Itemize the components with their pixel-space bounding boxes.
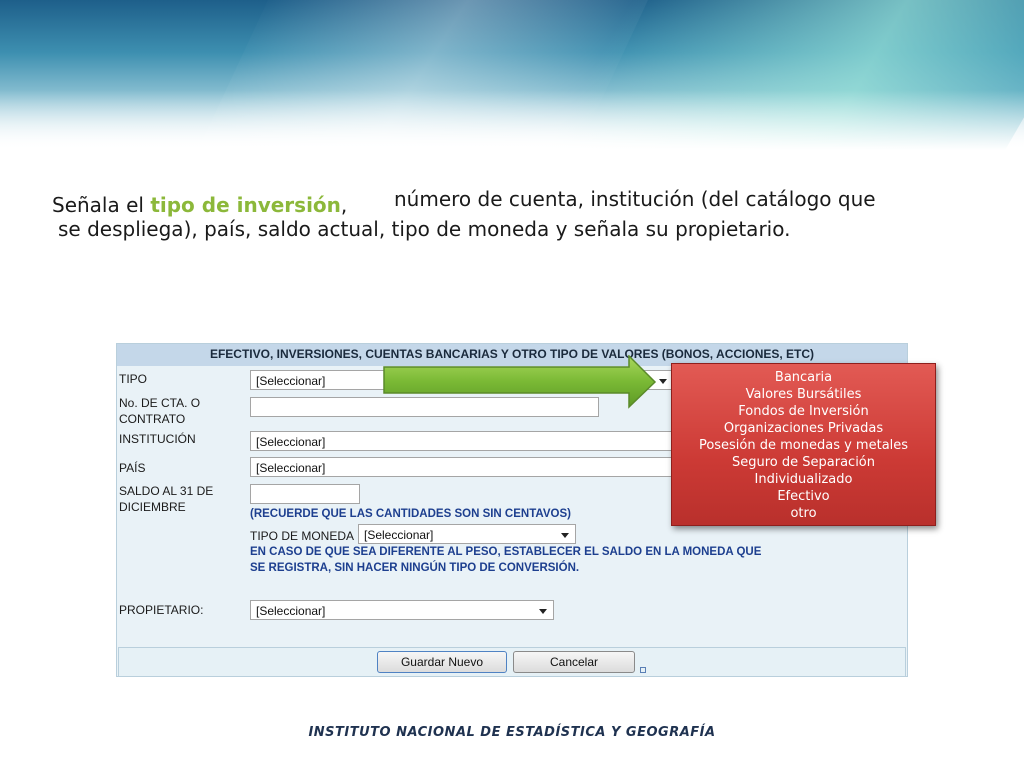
saldo-label-line-2: DICIEMBRE [119, 500, 186, 514]
catalog-item: Bancaria [774, 370, 833, 385]
institucion-select-value: [Seleccionar] [256, 435, 326, 449]
pais-select-value: [Seleccionar] [256, 461, 326, 475]
catalog-item: Seguro de Separación [732, 455, 875, 470]
header-banner [0, 0, 1024, 150]
moneda-select[interactable] [358, 524, 576, 544]
propietario-select[interactable] [250, 600, 554, 620]
pais-select[interactable] [250, 457, 674, 477]
saldo-note: (RECUERDE QUE LAS CANTIDADES SON SIN CENTAVOS) [250, 508, 571, 520]
tipo-select-value: [Seleccionar] [256, 374, 326, 388]
resize-handle-icon [640, 667, 646, 673]
dropdown-arrow-icon [561, 533, 569, 538]
catalog-item: Valores Bursátiles [745, 387, 862, 402]
instruction-comma: , [340, 193, 348, 217]
right-arrow-icon [383, 355, 657, 409]
institution-logo-text: INSTITUTO NACIONAL DE ESTADÍSTICA Y GEOGRAFÍA [308, 725, 716, 740]
instruction-line-1-rest: número de cuenta, institución (del catálogo que [394, 187, 876, 211]
catalog-popup [671, 363, 936, 526]
cuenta-label [119, 395, 200, 427]
moneda-note-line-2: SE REGISTRA, SIN HACER NINGÚN TIPO DE CONVERSIÓN. [250, 562, 580, 574]
institucion-label: INSTITUCIÓN [119, 432, 196, 446]
catalog-item: Posesión de monedas y metales [698, 438, 909, 453]
instruction-line-1 [52, 192, 347, 219]
form-actions-bar [118, 647, 906, 677]
moneda-note-line-1: EN CASO DE QUE SEA DIFERENTE AL PESO, ESTABLECER EL SALDO EN LA MONEDA QUE [250, 546, 762, 558]
instruction-highlight: tipo de inversión [150, 193, 341, 217]
form-title: EFECTIVO, INVERSIONES, CUENTAS BANCARIAS Y OTRO TIPO DE VALORES (BONOS, ACCIONES, ETC) [117, 344, 907, 366]
saldo-label-line-1: SALDO AL 31 DE [119, 484, 214, 498]
propietario-label: PROPIETARIO: [119, 603, 204, 617]
instruction-prefix: Señala el [52, 193, 151, 217]
instruction-line-2: se despliega), país, saldo actual, tipo de moneda y señala su propietario. [58, 217, 791, 241]
save-button[interactable]: Guardar Nuevo [377, 651, 507, 673]
propietario-select-value: [Seleccionar] [256, 604, 326, 618]
catalog-item: Individualizado [754, 472, 853, 487]
moneda-label: TIPO DE MONEDA [250, 529, 355, 543]
moneda-select-value: [Seleccionar] [364, 528, 434, 542]
tipo-label: TIPO [119, 372, 148, 386]
catalog-item: Efectivo [777, 489, 830, 504]
institucion-select[interactable] [250, 431, 674, 451]
cancel-button[interactable]: Cancelar [513, 651, 635, 673]
catalog-item: otro [790, 506, 817, 521]
pais-label: PAÍS [119, 461, 146, 475]
saldo-label [119, 483, 213, 515]
cuenta-label-line-1: No. DE CTA. O [119, 396, 201, 410]
dropdown-arrow-icon [539, 609, 547, 614]
catalog-item: Fondos de Inversión [738, 404, 869, 419]
cuenta-label-line-2: CONTRATO [119, 412, 186, 426]
dropdown-arrow-icon [659, 379, 667, 384]
catalog-item: Organizaciones Privadas [723, 421, 884, 436]
saldo-input[interactable] [250, 484, 360, 504]
